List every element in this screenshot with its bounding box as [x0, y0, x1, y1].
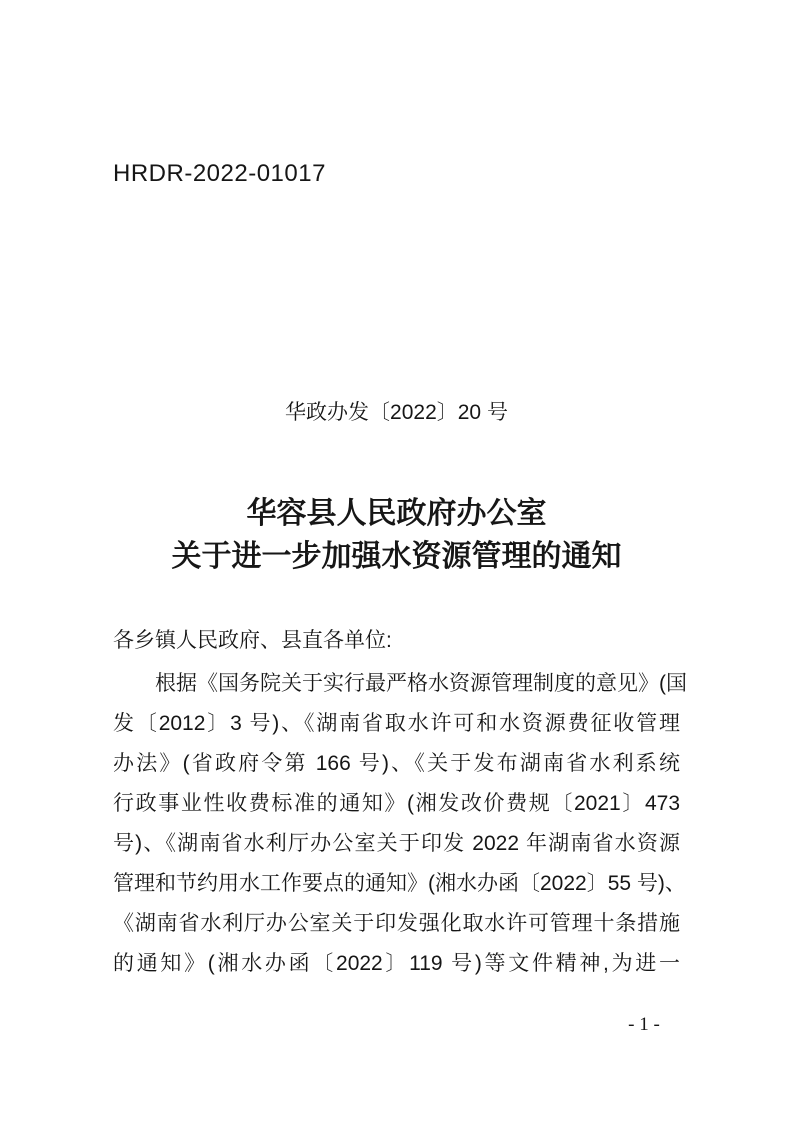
body-line-8: 的通知》(湘水办函〔2022〕119 号)等文件精神,为进一 — [113, 952, 680, 975]
document-issue-number: 华政办发〔2022〕20 号 — [285, 401, 508, 424]
body-line-6: 管理和节约用水工作要点的通知》(湘水办函〔2022〕55 号)、 — [113, 872, 686, 895]
document-title — [0, 492, 793, 578]
salutation-line: 各乡镇人民政府、县直各单位: — [113, 629, 392, 652]
body-line-1: 根据《国务院关于实行最严格水资源管理制度的意见》(国 — [155, 672, 687, 695]
body-line-4: 行政事业性收费标准的通知》(湘发改价费规〔2021〕473 — [113, 792, 680, 815]
body-line-7: 《湖南省水利厅办公室关于印发强化取水许可管理十条措施 — [113, 912, 680, 935]
body-line-2: 发〔2012〕3 号)、《湖南省取水许可和水资源费征收管理 — [113, 712, 680, 735]
body-paragraph — [113, 664, 687, 984]
document-title-line-1: 华容县人民政府办公室 — [246, 497, 547, 530]
body-line-5: 号)、《湖南省水利厅办公室关于印发 2022 年湖南省水资源 — [113, 832, 680, 855]
body-line-3: 办法》(省政府令第 166 号)、《关于发布湖南省水利系统 — [113, 752, 680, 775]
reference-code: HRDR-2022-01017 — [113, 160, 326, 187]
document-title-line-2: 关于进一步加强水资源管理的通知 — [171, 540, 622, 573]
page-number: - 1 - — [628, 1014, 660, 1035]
